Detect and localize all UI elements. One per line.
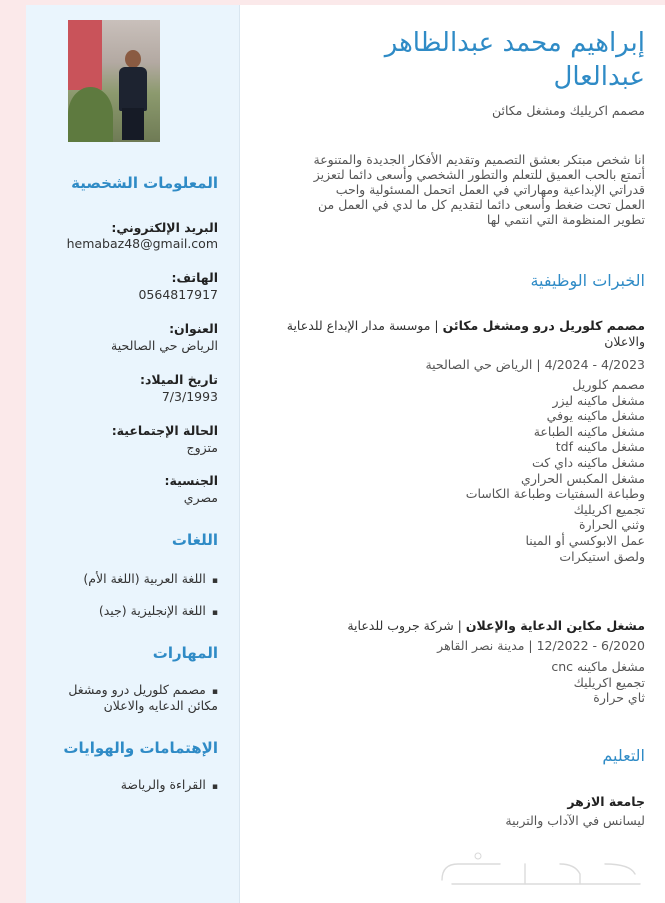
job-duties-1 [466, 377, 645, 564]
duty-item: مشغل ماكينه cnc [551, 659, 645, 674]
birthdate-value: 7/3/1993 [161, 389, 218, 404]
address-value: الرياض حي الصالحية [111, 338, 218, 353]
nationality-value: مصري [183, 490, 218, 505]
marital-status-label: الحالة الإجتماعية: [111, 423, 218, 438]
interests-heading: الإهتمامات والهوايات [63, 739, 218, 757]
job-company: | موسسة مدار الإبداع للدعاية والاعلان [286, 318, 645, 349]
duty-item: مصمم كلوريل [572, 377, 645, 392]
duty-item: مشغل ماكينه يوفي [546, 408, 645, 424]
full-name-line2: عبدالعال [553, 62, 645, 92]
duty-item: مشغل ماكينه tdf [555, 439, 645, 455]
email-label: البريد الإلكتروني: [111, 220, 218, 235]
summary-line: قدراتي الإبداعية ومهاراتي في العمل اتحمل المسئولية واحب [335, 182, 645, 197]
job-title-2 [265, 618, 645, 634]
personal-info-heading: المعلومات الشخصية [71, 174, 218, 192]
job-period-2: 6/2020 - 12/2022 | مدينة نصر القاهر [437, 638, 645, 653]
duty-item: مشغل ماكينه داي كت [531, 454, 645, 470]
duty-item: وثني الحرارة [579, 517, 645, 533]
education-degree: ليسانس في الآداب والتربية [505, 813, 645, 828]
duty-item: ثاي حرارة [593, 690, 645, 706]
education-heading: التعليم [602, 746, 645, 765]
haraj-watermark-logo [430, 850, 660, 895]
phone-label: الهاتف: [171, 270, 218, 285]
job-title-1 [265, 318, 645, 350]
address-label: العنوان: [169, 321, 218, 336]
nationality-label: الجنسية: [164, 473, 218, 488]
duty-item: تجميع اكريليك [573, 501, 645, 517]
profile-photo [68, 20, 160, 142]
job-subtitle: مصمم اكريليك ومشغل مكائن [491, 103, 645, 118]
duty-item: مشغل المكبس الحراري [521, 470, 645, 486]
job-role: مشغل مكاين الدعاية والإعلان [465, 618, 645, 633]
skill-item: ▪ مصمم كلوريل درو ومشغل [68, 681, 218, 701]
duty-item: عمل الابوكسي أو المينا [525, 532, 645, 548]
languages-heading: اللغات [171, 531, 218, 549]
duty-item: مشغل ماكينه ليزر [552, 392, 645, 408]
duty-item: وطباعة السفتيات وطباعة الكاسات [465, 486, 645, 502]
duty-item: تجميع اكريليك [573, 674, 645, 690]
email-value: hemabaz48@gmail.com [66, 236, 218, 251]
education-school: جامعة الازهر [567, 794, 645, 809]
job-company: | شركة جروب للدعاية [347, 618, 462, 633]
job-period-1: 4/2023 - 4/2024 | الرياض حي الصالحية [425, 357, 645, 372]
full-name-line1: إبراهيم محمد عبدالظاهر [384, 28, 645, 58]
phone-value: 0564817917 [138, 287, 218, 302]
marital-status-value: متزوج [186, 440, 218, 455]
duty-item: مشغل ماكينه الطباعة [533, 423, 645, 439]
job-role: مصمم كلوريل درو ومشغل مكائن [442, 318, 645, 333]
experience-heading: الخبرات الوظيفية [530, 271, 645, 290]
summary-line: تطوير المنظومة التي انتمي لها [486, 212, 645, 227]
skills-heading: المهارات [152, 644, 218, 662]
profile-summary [265, 152, 645, 227]
summary-line: العمل تحت ضغط وأسعى دائما لتقديم كل ما لدي في العمل من [318, 197, 645, 212]
skill-item-continuation: مكائن الدعايه والاعلان [103, 698, 218, 713]
birthdate-label: تاريخ الميلاد: [139, 372, 218, 387]
language-item: ▪ اللغة العربية (اللغة الأم) [83, 570, 218, 590]
summary-line: أتمتع بالحب العميق للتعلم والتطور الشخصي وأسعى دائما لتعزيز [313, 167, 645, 182]
summary-line: انا شخص مبتكر بعشق التصميم وتقديم الأفكار الجديدة والمتنوعة [313, 152, 645, 167]
interest-item: ▪ القراءة والرياضة [121, 776, 218, 796]
language-item: ▪ اللغة الإنجليزية (جيد) [99, 602, 218, 622]
duty-item: ولصق استيكرات [559, 548, 645, 564]
job-duties-2 [551, 659, 645, 706]
